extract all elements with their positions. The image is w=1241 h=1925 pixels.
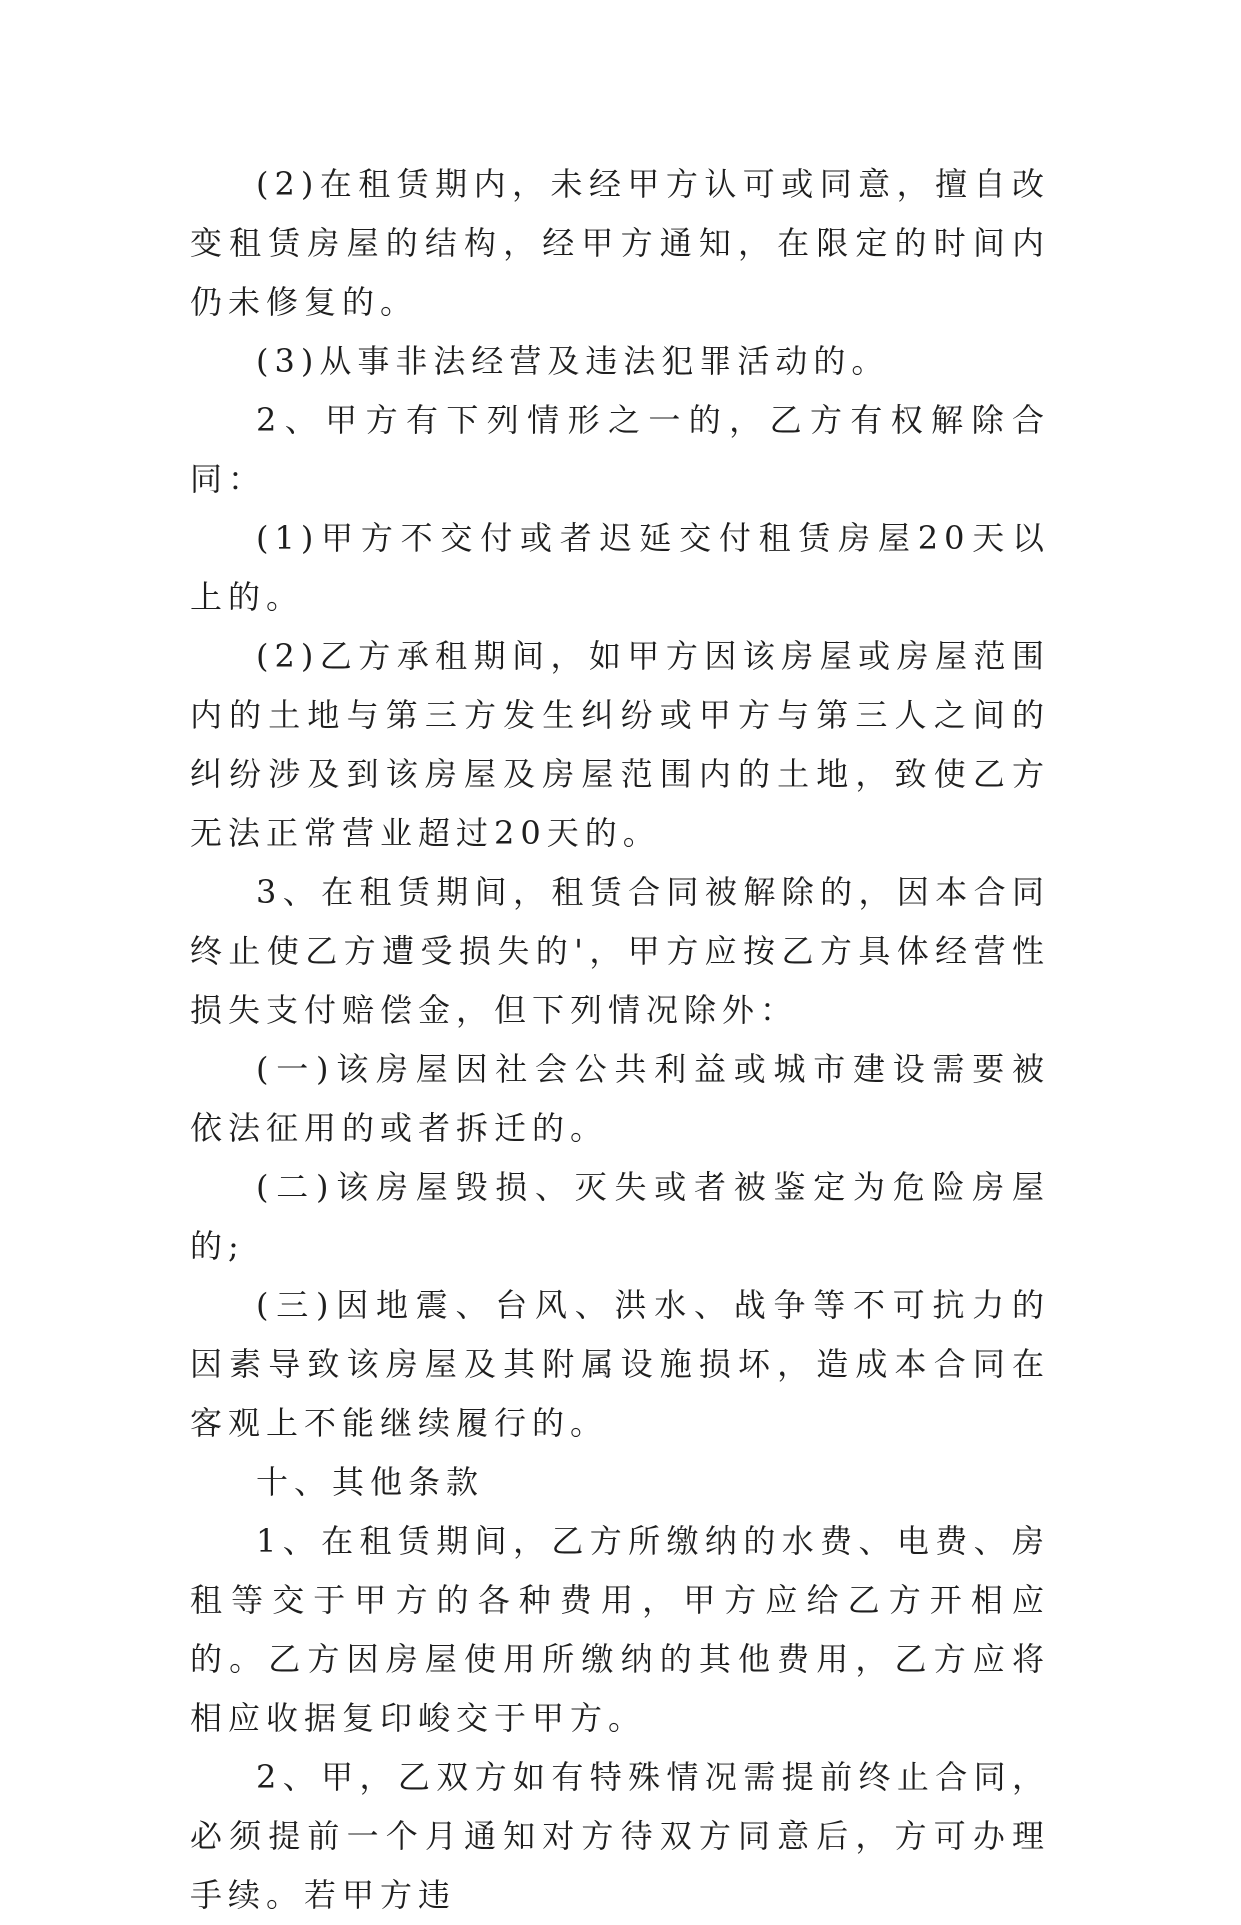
paragraph: 1、在租赁期间，乙方所缴纳的水费、电费、房租等交于甲方的各种费用，甲方应给乙方开相应的。乙方因房屋使用所缴纳的其他费用，乙方应将相应收据复印峻交于甲方。 — [190, 1522, 1050, 1737]
paragraph: (3)从事非法经营及违法犯罪活动的。 — [256, 342, 890, 380]
paragraph: 2、甲，乙双方如有特殊情况需提前终止合同，必须提前一个月通知对方待双方同意后，方可办理手续。若甲方违 — [190, 1758, 1050, 1914]
paragraph: (1)甲方不交付或者迟延交付租赁房屋20天以上的。 — [190, 519, 1050, 616]
paragraph: (2)在租赁期内，未经甲方认可或同意，擅自改变租赁房屋的结构，经甲方通知，在限定的时间内仍未修复的。 — [190, 165, 1050, 321]
paragraph: 3、在租赁期间，租赁合同被解除的，因本合同终止使乙方遭受损失的'，甲方应按乙方具体经营性损失支付赔偿金，但下列情况除外： — [190, 873, 1050, 1029]
paragraph: (一)该房屋因社会公共利益或城市建设需要被依法征用的或者拆迁的。 — [190, 1050, 1050, 1147]
document-body — [190, 155, 1050, 1925]
paragraph: (三)因地震、台风、洪水、战争等不可抗力的因素导致该房屋及其附属设施损坏，造成本合同在客观上不能继续履行的。 — [190, 1286, 1050, 1442]
paragraph: (二)该房屋毁损、灭失或者被鉴定为危险房屋的; — [190, 1168, 1050, 1265]
paragraph: (2)乙方承租期间，如甲方因该房屋或房屋范围内的土地与第三方发生纠纷或甲方与第三人之间的纠纷涉及到该房屋及房屋范围内的土地，致使乙方无法正常营业超过20天的。 — [190, 637, 1050, 852]
section-heading: 十、其他条款 — [256, 1463, 485, 1501]
paragraph: 2、甲方有下列情形之一的，乙方有权解除合同： — [190, 401, 1050, 498]
